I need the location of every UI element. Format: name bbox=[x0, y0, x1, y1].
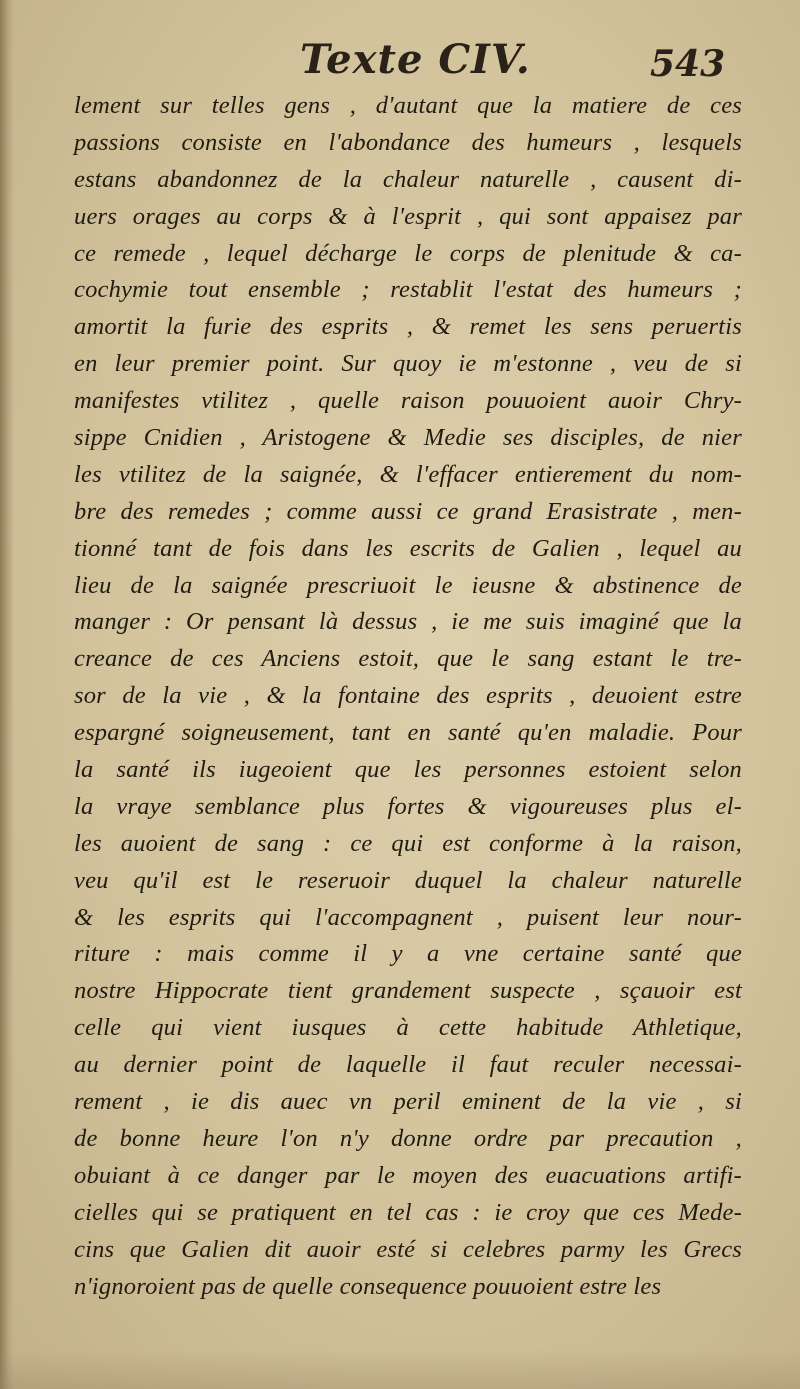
text-line: bre des remedes ; comme aussi ce grand Erasistrate , men- bbox=[74, 497, 742, 525]
text-line: les auoient de sang : ce qui est conforme à la raison, bbox=[74, 829, 742, 857]
text-line: nostre Hippocrate tient grandement suspecte , sçauoir est bbox=[74, 977, 742, 1005]
text-line: cochymie tout ensemble ; restablit l'estat des humeurs ; bbox=[74, 276, 742, 304]
text-line: tionné tant de fois dans les escrits de Galien , lequel au bbox=[74, 534, 742, 562]
page-number: 543 bbox=[650, 43, 726, 85]
text-line: sippe Cnidien , Aristogene & Medie ses disciples, de nier bbox=[74, 424, 742, 452]
text-line: sor de la vie , & la fontaine des esprits , deuoient estre bbox=[74, 682, 742, 710]
text-line: de bonne heure l'on n'y donne ordre par precaution , bbox=[74, 1124, 742, 1152]
text-line: manger : Or pensant là dessus , ie me suis imaginé que la bbox=[74, 608, 742, 636]
text-line: creance de ces Anciens estoit, que le sang estant le tre- bbox=[74, 645, 742, 673]
text-line: obuiant à ce danger par le moyen des euacuations artifi- bbox=[74, 1161, 742, 1189]
text-line: ce remede , lequel décharge le corps de plenitude & ca- bbox=[74, 239, 742, 267]
text-line: la santé ils iugeoient que les personnes estoient selon bbox=[74, 756, 742, 784]
text-line: espargné soigneusement, tant en santé qu'en maladie. Pour bbox=[74, 719, 742, 747]
text-line: cins que Galien dit auoir esté si celebres parmy les Grecs bbox=[74, 1235, 742, 1263]
text-line: riture : mais comme il y a vne certaine santé que bbox=[74, 940, 742, 968]
text-line: lieu de la saignée prescriuoit le ieusne & abstinence de bbox=[74, 571, 742, 599]
text-line: au dernier point de laquelle il faut reculer necessai- bbox=[74, 1051, 742, 1079]
text-line: n'ignoroient pas de quelle consequence pouuoient estre les bbox=[74, 1272, 662, 1300]
running-title: Texte CIV. bbox=[300, 36, 531, 83]
text-line: celle qui vient iusques à cette habitude Athletique, bbox=[74, 1014, 742, 1042]
text-line: & les esprits qui l'accompagnent , puisent leur nour- bbox=[74, 903, 742, 931]
text-line: la vraye semblance plus fortes & vigoureuses plus el- bbox=[74, 792, 742, 820]
text-line: en leur premier point. Sur quoy ie m'estonne , veu de si bbox=[74, 350, 742, 378]
text-line: estans abandonnez de la chaleur naturelle , causent di- bbox=[74, 165, 742, 193]
body-text bbox=[74, 88, 742, 1305]
text-line: amortit la furie des esprits , & remet les sens peruertis bbox=[74, 313, 742, 341]
text-line: manifestes vtilitez , quelle raison pouuoient auoir Chry- bbox=[74, 387, 742, 415]
text-line: passions consiste en l'abondance des humeurs , lesquels bbox=[74, 128, 742, 156]
text-line: veu qu'il est le reseruoir duquel la chaleur naturelle bbox=[74, 866, 742, 894]
text-line: uers orages au corps & à l'esprit , qui sont appaisez par bbox=[74, 202, 742, 230]
text-line: cielles qui se pratiquent en tel cas : ie croy que ces Mede- bbox=[74, 1198, 742, 1226]
text-line: rement , ie dis auec vn peril eminent de la vie , si bbox=[74, 1088, 742, 1116]
page-gutter-shadow bbox=[0, 0, 14, 1389]
text-line: lement sur telles gens , d'autant que la matiere de ces bbox=[74, 92, 742, 119]
page-bottom-shadow bbox=[0, 1349, 800, 1389]
text-line: les vtilitez de la saignée, & l'effacer entierement du nom- bbox=[74, 460, 742, 488]
